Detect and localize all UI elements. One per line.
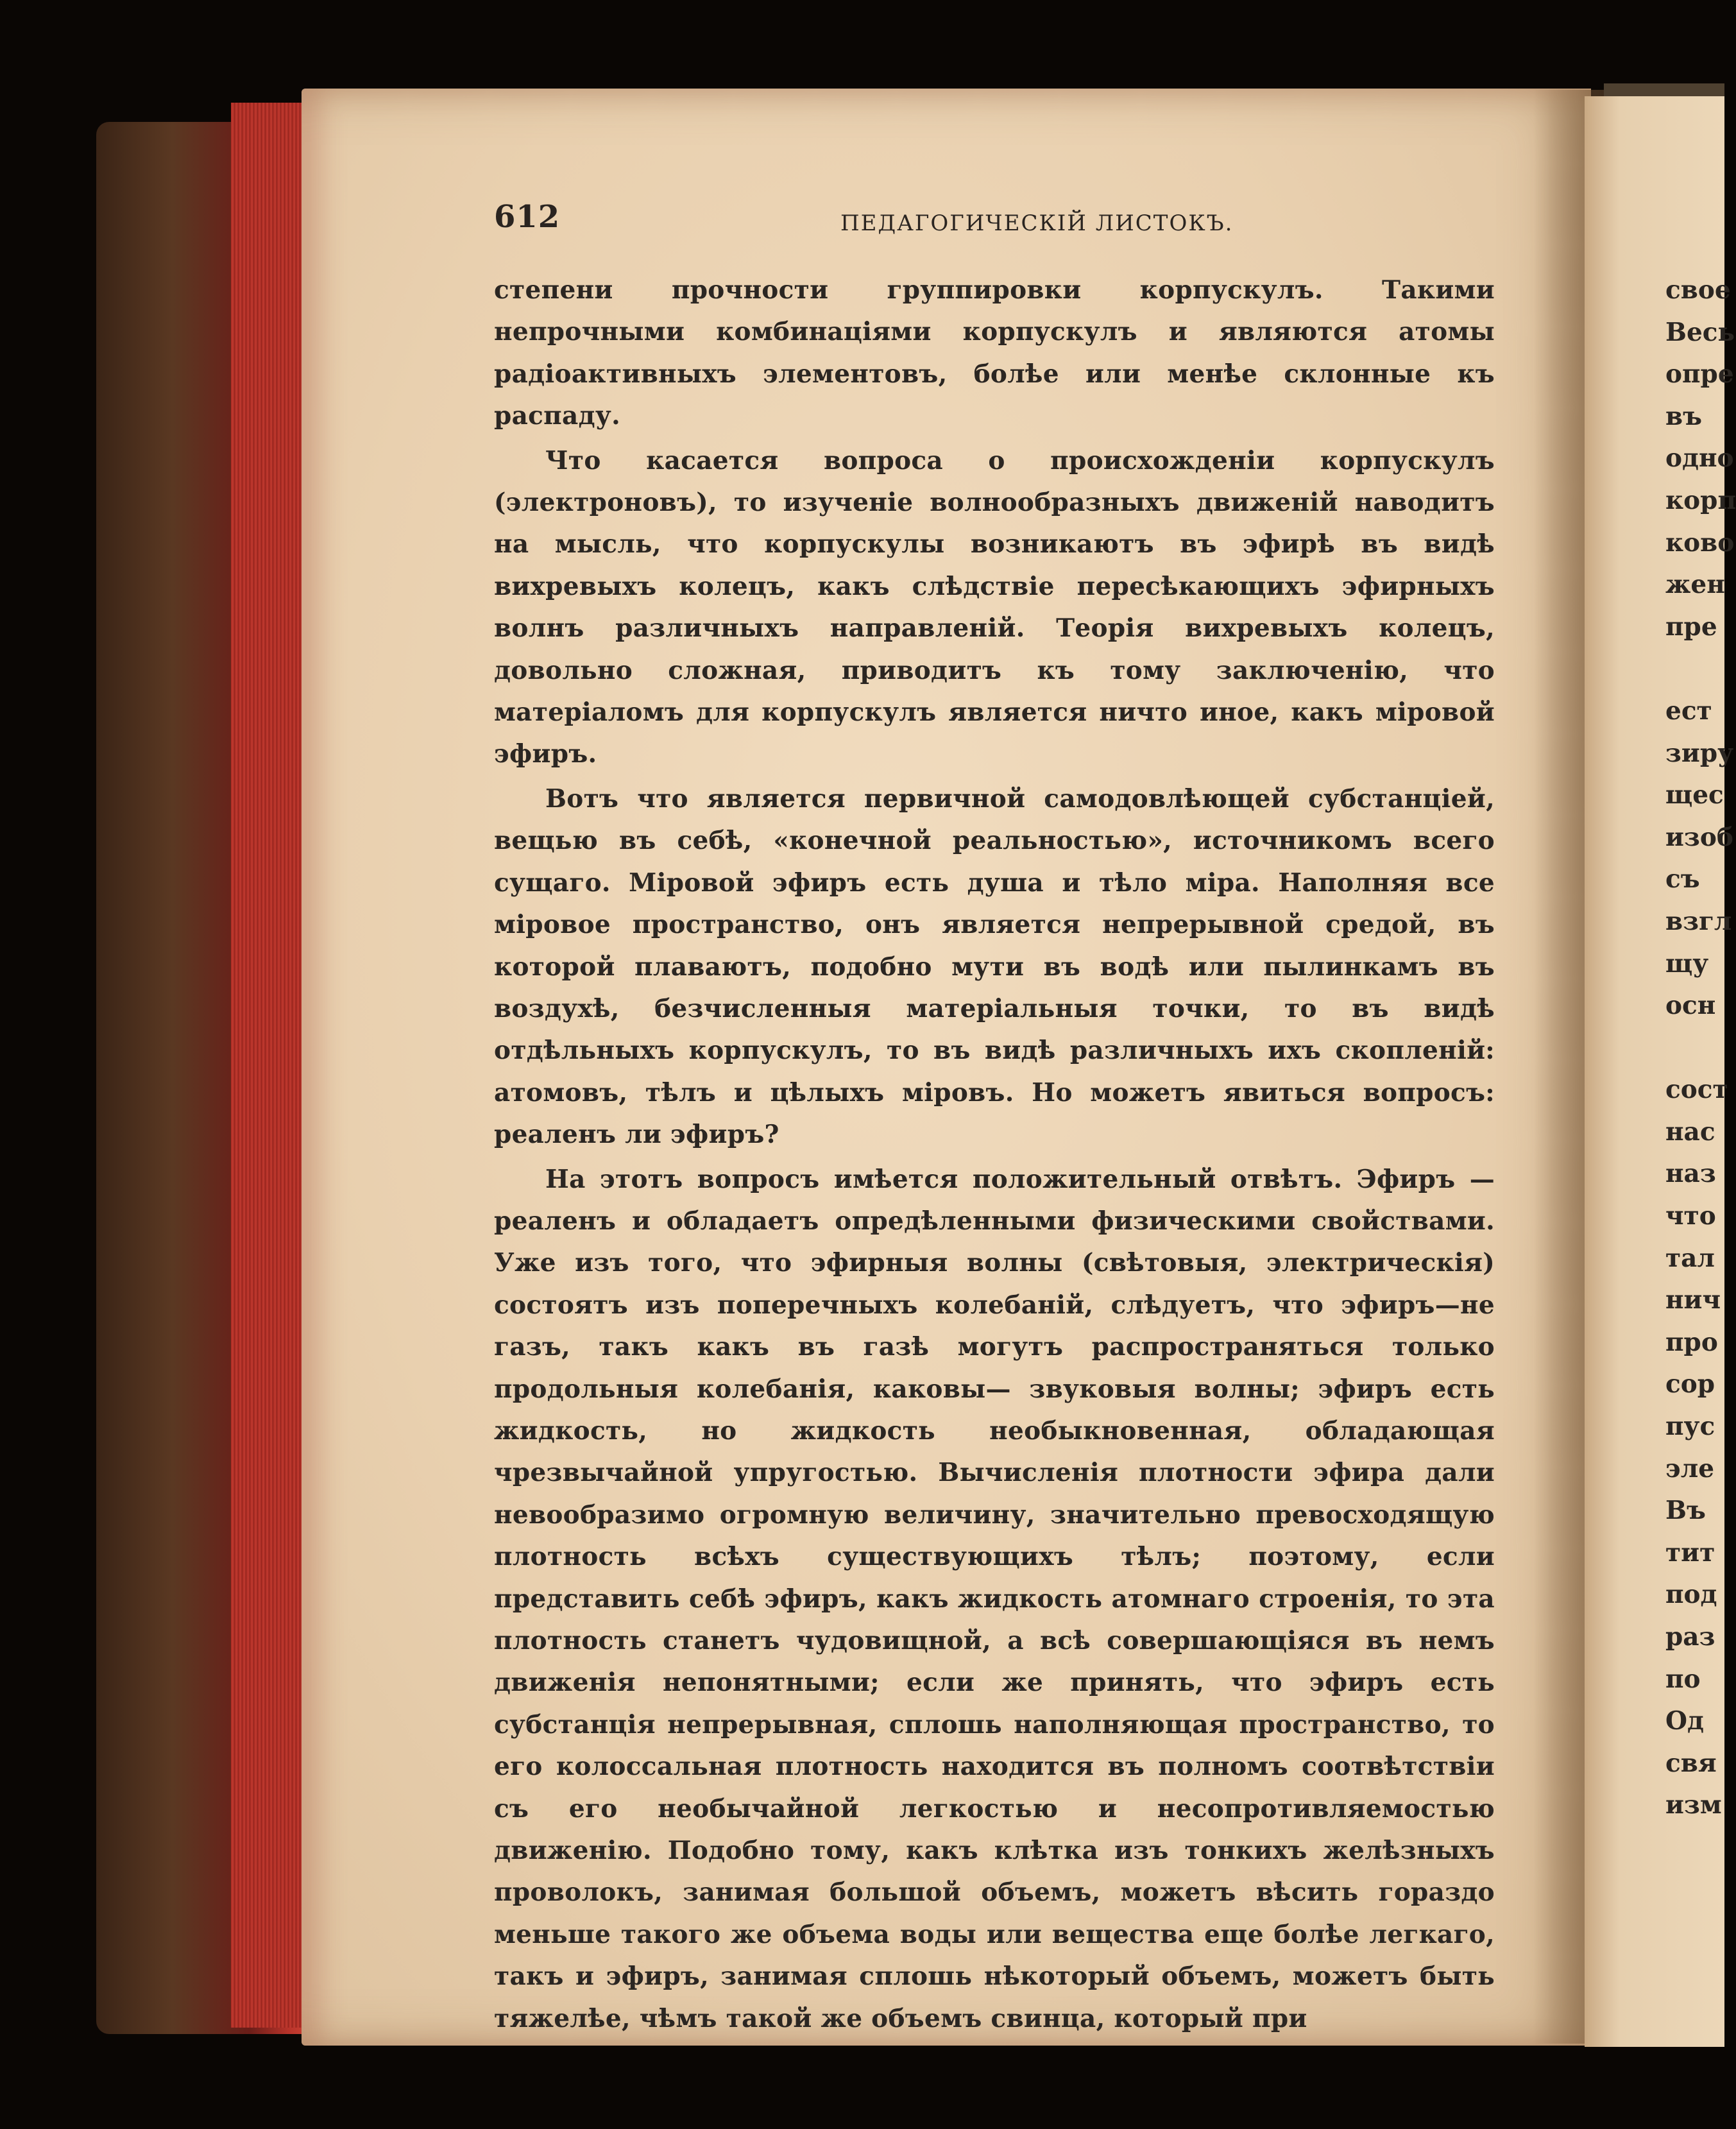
right-page-line-fragment: сор <box>1665 1369 1715 1399</box>
right-page-line-fragment: Въ <box>1665 1496 1706 1526</box>
body-text <box>494 269 1495 2040</box>
right-page-line-fragment: тал <box>1665 1243 1715 1273</box>
right-page-line-fragment: эле <box>1665 1453 1715 1483</box>
right-page-line-fragment: свое <box>1665 275 1731 305</box>
running-title: ПЕДАГОГИЧЕСКІЙ ЛИСТОКЪ. <box>840 210 1234 236</box>
right-page-line-fragment: ест <box>1665 696 1712 726</box>
right-page-line-fragment: зиру <box>1665 738 1734 768</box>
page-content <box>494 199 1495 2040</box>
right-page-line-fragment: изм <box>1665 1790 1722 1820</box>
right-page-line-fragment: про <box>1665 1327 1718 1357</box>
right-page-line-fragment: въ <box>1665 401 1703 431</box>
right-page-line-fragment <box>1665 1027 1724 1070</box>
right-page-line-fragment: съ <box>1665 864 1700 894</box>
paragraph: Вотъ что является первичной самодовлѣющей субстанціей, вещью въ себѣ, «конечной реальностью», источникомъ всего сущаго. Міровой эфиръ есть душа и тѣло міра. Наполняя все міровое пространство, онъ является непрерывной средой, въ которой плаваютъ, подобно мути въ водѣ или пылинкамъ въ воздухѣ, безчисленныя матеріальныя точки, то въ видѣ отдѣльныхъ корпускулъ, то въ видѣ различныхъ ихъ скопленій: атомовъ, тѣлъ и цѣлыхъ міровъ. Но можетъ явиться вопросъ: реаленъ ли эфиръ? <box>494 783 1495 1150</box>
right-page-line-fragment: нич <box>1665 1285 1721 1315</box>
right-page-line-fragment: щес <box>1665 780 1724 810</box>
right-page-line-fragment: нас <box>1665 1116 1715 1147</box>
right-page-line-fragment: опре <box>1665 359 1734 389</box>
paragraph: На этотъ вопросъ имѣется положительный отвѣтъ. Эфиръ — реаленъ и обладаетъ опредѣленными физическими свойствами. Уже изъ того, что эфирныя волны (свѣтовыя, электрическія) состоятъ изъ поперечныхъ колебаній, слѣдуетъ, что эфиръ—не газъ, такъ какъ въ газѣ могутъ распространяться только продольныя колебанія, каковы— звуковыя волны; эфиръ есть жидкость, но жидкость необыкновенная, обладающая чрезвычайной упругостью. Вычисленія плотности эфира дали невообразимо огромную величину, значительно превосходящую плотность всѣхъ существующихъ тѣлъ; поэтому, если представить себѣ эфиръ, какъ жидкость атомнаго строенія, то эта плотность станетъ чудовищной, а всѣ совершающіяся въ немъ движенія непонятными; если же принять, что эфиръ есть субстанція непрерывная, сплошь наполняющая пространство, то его колоссальная плотность находится въ полномъ соотвѣтствіи съ его необычайной легкостью и несопротивляемостью движенію. Подобно тому, какъ клѣтка изъ тонкихъ желѣзныхъ проволокъ, занимая большой объемъ, можетъ вѣсить гораздо меньше такого же объема воды или вещества еще болѣе легкаго, такъ и эфиръ, занимая сплошь нѣкоторый объемъ, можетъ быть тяжелѣе, чѣмъ такой же объемъ свинца, который при <box>494 1164 1495 2033</box>
right-page-line-fragment: ково <box>1665 527 1735 558</box>
right-page-line-fragment: Весь <box>1665 317 1735 347</box>
right-page-line-fragment: тит <box>1665 1537 1715 1568</box>
right-page-line-fragment: корп <box>1665 485 1736 515</box>
right-page-line-fragment: свя <box>1665 1748 1717 1778</box>
right-page-line-fragment: Од <box>1665 1706 1704 1736</box>
right-page-line-fragment: взгл <box>1665 906 1732 936</box>
right-page-line-fragment: что <box>1665 1201 1716 1231</box>
right-page-line-fragment: под <box>1665 1580 1717 1610</box>
right-page-line-fragment: наз <box>1665 1159 1716 1189</box>
paragraph: степени прочности группировки корпускулъ. Такими непрочными комбинаціями корпускулъ и являются атомы радіоактивныхъ элементовъ, болѣе или менѣе склонные къ распаду. <box>494 275 1495 431</box>
right-page-line-fragment: пре <box>1665 611 1717 642</box>
right-page-line-fragment: осн <box>1665 991 1716 1021</box>
right-page-line-fragment: пус <box>1665 1412 1715 1442</box>
right-page-line-fragment: раз <box>1665 1622 1715 1652</box>
right-page-text-fragments <box>1665 269 1736 1827</box>
right-page-line-fragment: жен <box>1665 570 1725 600</box>
page-number: 612 <box>494 199 561 235</box>
page-header <box>494 199 1495 250</box>
right-page-line-fragment <box>1665 648 1724 690</box>
right-page-line-fragment: по <box>1665 1664 1701 1694</box>
paragraph: Что касается вопроса о происхожденіи корпускулъ (электроновъ), то изученіе волнообразныхъ движеній наводитъ на мысль, что корпускулы возникаютъ въ эфирѣ въ видѣ вихревыхъ колецъ, какъ слѣдствіе пересѣкающихъ эфирныхъ волнъ различныхъ направленій. Теорія вихревыхъ колецъ, довольно сложная, приводитъ къ тому заключенію, что матеріаломъ для корпускулъ является ничто иное, какъ міровой эфиръ. <box>494 445 1495 769</box>
right-page-line-fragment: изоб <box>1665 822 1733 852</box>
right-page-line-fragment: одно <box>1665 443 1734 474</box>
right-page-line-fragment: сост <box>1665 1075 1728 1105</box>
right-page-line-fragment: щу <box>1665 948 1709 979</box>
